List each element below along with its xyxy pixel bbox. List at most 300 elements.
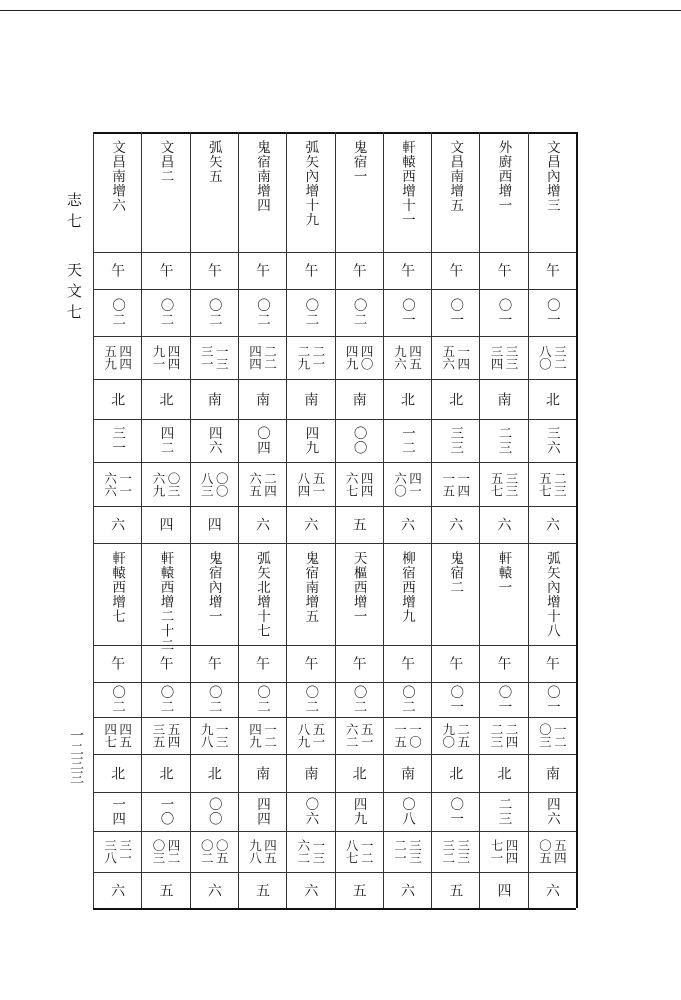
bottom-r6-cell bbox=[431, 831, 479, 872]
value-part: 八〇 bbox=[537, 345, 553, 370]
value: 五 bbox=[254, 882, 271, 898]
value-part: 二一 bbox=[392, 839, 408, 864]
value-part: 〇〇 bbox=[214, 471, 230, 497]
value: 〇〇 bbox=[205, 797, 222, 826]
top-r3-cell bbox=[335, 336, 383, 379]
top-r1-cell bbox=[528, 252, 576, 289]
bottom-r2-cell bbox=[238, 682, 286, 717]
bottom-star-name-cell bbox=[286, 543, 334, 645]
value-part: 九六 bbox=[392, 345, 408, 370]
top-r2-cell bbox=[528, 289, 576, 336]
value: 〇一 bbox=[543, 298, 560, 327]
value: 〇一 bbox=[447, 797, 464, 826]
value: 四六 bbox=[543, 797, 560, 826]
value-part: 二三 bbox=[552, 471, 568, 497]
bottom-r7-cell bbox=[238, 872, 286, 908]
top-r5-cell bbox=[93, 419, 141, 462]
top-r4-cell bbox=[238, 379, 286, 419]
value: 四六 bbox=[205, 426, 222, 455]
bottom-r3-cell bbox=[141, 717, 189, 754]
star-name: 天樞西增一 bbox=[350, 551, 367, 624]
value: 〇二 bbox=[302, 298, 319, 327]
value-part: 七一 bbox=[489, 839, 505, 864]
top-r1-cell bbox=[431, 252, 479, 289]
value-part: 四七 bbox=[102, 723, 118, 748]
bottom-r2-cell bbox=[479, 682, 527, 717]
star-name: 鬼宿二 bbox=[447, 551, 464, 595]
value-part: 一四 bbox=[455, 471, 471, 497]
value: 北 bbox=[205, 765, 222, 781]
page-number: 一二三三 bbox=[68, 728, 84, 784]
value-part: 〇二 bbox=[199, 839, 215, 864]
top-r4-cell bbox=[528, 379, 576, 419]
bottom-r1-cell bbox=[141, 645, 189, 682]
bottom-r5-cell bbox=[431, 792, 479, 831]
bottom-r2-cell bbox=[190, 682, 238, 717]
top-r6-cell bbox=[431, 462, 479, 506]
table-rule bbox=[93, 908, 576, 910]
top-r6-cell bbox=[93, 462, 141, 506]
value: 四 bbox=[495, 882, 512, 898]
bottom-r5-cell bbox=[286, 792, 334, 831]
bottom-star-name-cell bbox=[238, 543, 286, 645]
value: 〇〇 bbox=[350, 426, 367, 455]
value: 午 bbox=[495, 656, 512, 671]
value: 〇一 bbox=[543, 685, 560, 714]
bottom-r7-cell bbox=[383, 872, 431, 908]
top-r6-cell bbox=[335, 462, 383, 506]
top-r6-cell bbox=[238, 462, 286, 506]
value-part: 四四 bbox=[117, 345, 133, 370]
value: 北 bbox=[543, 391, 560, 407]
star-name: 柳宿西增九 bbox=[398, 551, 415, 624]
bottom-r5-cell bbox=[93, 792, 141, 831]
bottom-r2-cell bbox=[93, 682, 141, 717]
star-name: 鬼宿內增一 bbox=[205, 551, 222, 624]
value-part: 九一 bbox=[150, 345, 166, 370]
value-part: 三一 bbox=[199, 345, 215, 370]
top-star-name-cell bbox=[528, 132, 576, 252]
value-part: 四五 bbox=[262, 839, 278, 864]
bottom-r2-cell bbox=[528, 682, 576, 717]
top-r6-cell bbox=[190, 462, 238, 506]
value-part: 六九 bbox=[150, 471, 166, 497]
value: 午 bbox=[447, 263, 464, 278]
value: 六 bbox=[302, 882, 319, 898]
bottom-r6-cell bbox=[190, 831, 238, 872]
top-r4-cell bbox=[286, 379, 334, 419]
top-star-name-cell bbox=[238, 132, 286, 252]
top-r7-cell bbox=[335, 506, 383, 543]
value: 四四 bbox=[254, 797, 271, 826]
top-r6-cell bbox=[141, 462, 189, 506]
value-part: 一二 bbox=[359, 839, 375, 864]
star-name: 弧矢內增十八 bbox=[543, 551, 560, 638]
top-star-name-cell bbox=[479, 132, 527, 252]
star-name: 弧矢內增十九 bbox=[302, 140, 319, 227]
value: 午 bbox=[302, 656, 319, 671]
star-name: 鬼宿一 bbox=[350, 140, 367, 184]
bottom-r6-cell bbox=[335, 831, 383, 872]
top-r2-cell bbox=[383, 289, 431, 336]
value-part: 六二 bbox=[295, 839, 311, 864]
star-name: 弧矢五 bbox=[205, 140, 222, 184]
star-name: 鬼宿南增四 bbox=[254, 140, 271, 213]
value-part: 一五 bbox=[440, 471, 456, 497]
value-part: 一五 bbox=[392, 723, 408, 748]
bottom-r5-cell bbox=[190, 792, 238, 831]
value-part: 八四 bbox=[295, 471, 311, 497]
star-name: 文昌二 bbox=[157, 140, 174, 184]
value: 南 bbox=[205, 391, 222, 407]
bottom-r6-cell bbox=[93, 831, 141, 872]
value: 午 bbox=[398, 656, 415, 671]
top-r1-cell bbox=[479, 252, 527, 289]
value: 四九 bbox=[302, 426, 319, 455]
value-part: 三二 bbox=[440, 839, 456, 864]
value: 午 bbox=[447, 656, 464, 671]
value-part: 二三 bbox=[489, 723, 505, 748]
top-r5-cell bbox=[190, 419, 238, 462]
value: 〇二 bbox=[157, 685, 174, 714]
value: 午 bbox=[398, 263, 415, 278]
value: 三六 bbox=[543, 426, 560, 455]
top-r6-cell bbox=[479, 462, 527, 506]
value-part: 六六 bbox=[102, 471, 118, 497]
value-part: 四〇 bbox=[359, 345, 375, 370]
value-part: 五九 bbox=[102, 345, 118, 370]
top-r3-cell bbox=[286, 336, 334, 379]
top-r1-cell bbox=[190, 252, 238, 289]
value-part: 三五 bbox=[150, 723, 166, 748]
top-r5-cell bbox=[141, 419, 189, 462]
bottom-star-name-cell bbox=[479, 543, 527, 645]
top-star-name-cell bbox=[383, 132, 431, 252]
bottom-r7-cell bbox=[431, 872, 479, 908]
bottom-r6-cell bbox=[286, 831, 334, 872]
value-part: 二五 bbox=[455, 723, 471, 748]
value: 〇四 bbox=[254, 426, 271, 455]
top-r3-cell bbox=[431, 336, 479, 379]
value: 南 bbox=[350, 391, 367, 407]
bottom-r1-cell bbox=[93, 645, 141, 682]
value: 北 bbox=[157, 391, 174, 407]
bottom-r3-cell bbox=[93, 717, 141, 754]
bottom-r1-cell bbox=[335, 645, 383, 682]
top-r3-cell bbox=[93, 336, 141, 379]
top-r3-cell bbox=[383, 336, 431, 379]
top-r7-cell bbox=[238, 506, 286, 543]
bottom-r7-cell bbox=[141, 872, 189, 908]
top-r7-cell bbox=[93, 506, 141, 543]
bottom-r6-cell bbox=[528, 831, 576, 872]
value: 北 bbox=[447, 765, 464, 781]
top-star-name-cell bbox=[190, 132, 238, 252]
value: 午 bbox=[109, 263, 126, 278]
value-part: 四四 bbox=[359, 471, 375, 497]
bottom-r3-cell bbox=[335, 717, 383, 754]
top-r5-cell bbox=[383, 419, 431, 462]
value-part: 五四 bbox=[165, 723, 181, 748]
bottom-r3-cell bbox=[190, 717, 238, 754]
star-name: 弧矢北增十七 bbox=[254, 551, 271, 638]
top-r3-cell bbox=[528, 336, 576, 379]
bottom-r7-cell bbox=[335, 872, 383, 908]
top-r7-cell bbox=[141, 506, 189, 543]
value: 午 bbox=[350, 263, 367, 278]
value-part: 五一 bbox=[359, 723, 375, 748]
value-part: 二二 bbox=[262, 345, 278, 370]
top-r5-cell bbox=[238, 419, 286, 462]
value: 〇二 bbox=[302, 685, 319, 714]
value-part: 四二 bbox=[165, 839, 181, 864]
value: 六 bbox=[398, 882, 415, 898]
value: 南 bbox=[254, 391, 271, 407]
top-r4-cell bbox=[479, 379, 527, 419]
star-name: 軒轅西增七 bbox=[109, 551, 126, 624]
star-name: 軒轅一 bbox=[495, 551, 512, 595]
value: 午 bbox=[302, 263, 319, 278]
value-part: 一三 bbox=[214, 345, 230, 370]
value: 北 bbox=[109, 391, 126, 407]
value: 〇二 bbox=[109, 298, 126, 327]
value-part: 六七 bbox=[344, 471, 360, 497]
value: 南 bbox=[398, 765, 415, 781]
bottom-r3-cell bbox=[286, 717, 334, 754]
value: 二三 bbox=[495, 797, 512, 826]
value-part: 一一 bbox=[117, 471, 133, 497]
bottom-r7-cell bbox=[479, 872, 527, 908]
bottom-r6-cell bbox=[238, 831, 286, 872]
value: 北 bbox=[350, 765, 367, 781]
top-r4-cell bbox=[93, 379, 141, 419]
value: 〇二 bbox=[205, 298, 222, 327]
value: 北 bbox=[495, 765, 512, 781]
bottom-r6-cell bbox=[383, 831, 431, 872]
value-part: 五一 bbox=[310, 471, 326, 497]
value: 〇二 bbox=[254, 298, 271, 327]
value-part: 四九 bbox=[247, 723, 263, 748]
value-part: 八三 bbox=[199, 471, 215, 497]
top-r6-cell bbox=[383, 462, 431, 506]
bottom-r3-cell bbox=[383, 717, 431, 754]
value: 四 bbox=[157, 517, 174, 532]
value-part: 一三 bbox=[214, 723, 230, 748]
value: 一二 bbox=[398, 426, 415, 455]
top-r2-cell bbox=[335, 289, 383, 336]
bottom-r4-cell bbox=[528, 754, 576, 792]
value: 四九 bbox=[350, 797, 367, 826]
top-r2-cell bbox=[190, 289, 238, 336]
value: 北 bbox=[398, 391, 415, 407]
top-r3-cell bbox=[141, 336, 189, 379]
top-r1-cell bbox=[238, 252, 286, 289]
bottom-r4-cell bbox=[479, 754, 527, 792]
bottom-r6-cell bbox=[479, 831, 527, 872]
value: 〇一 bbox=[447, 298, 464, 327]
value: 〇六 bbox=[302, 797, 319, 826]
value-part: 三三 bbox=[455, 839, 471, 864]
star-name: 鬼宿南增五 bbox=[302, 551, 319, 624]
value-part: 四四 bbox=[504, 839, 520, 864]
value: 四二 bbox=[157, 426, 174, 455]
bottom-r4-cell bbox=[93, 754, 141, 792]
value: 六 bbox=[109, 882, 126, 898]
top-r1-cell bbox=[335, 252, 383, 289]
bottom-star-name-cell bbox=[528, 543, 576, 645]
top-r4-cell bbox=[431, 379, 479, 419]
top-r1-cell bbox=[383, 252, 431, 289]
top-r4-cell bbox=[383, 379, 431, 419]
top-r7-cell bbox=[431, 506, 479, 543]
section-label: 天文七 bbox=[65, 262, 83, 325]
value: 北 bbox=[109, 765, 126, 781]
value: 南 bbox=[302, 765, 319, 781]
top-r5-cell bbox=[286, 419, 334, 462]
bottom-r1-cell bbox=[190, 645, 238, 682]
value-part: 八七 bbox=[344, 839, 360, 864]
top-r6-cell bbox=[286, 462, 334, 506]
top-r2-cell bbox=[93, 289, 141, 336]
top-star-name-cell bbox=[335, 132, 383, 252]
top-star-name-cell bbox=[286, 132, 334, 252]
value-part: 〇三 bbox=[537, 723, 553, 748]
value: 〇一 bbox=[495, 685, 512, 714]
value: 六 bbox=[543, 882, 560, 898]
top-r3-cell bbox=[479, 336, 527, 379]
top-r5-cell bbox=[431, 419, 479, 462]
bottom-r3-cell bbox=[238, 717, 286, 754]
value-part: 二四 bbox=[262, 471, 278, 497]
top-r2-cell bbox=[431, 289, 479, 336]
value-part: 三八 bbox=[102, 839, 118, 864]
top-r5-cell bbox=[528, 419, 576, 462]
top-r7-cell bbox=[286, 506, 334, 543]
top-r7-cell bbox=[479, 506, 527, 543]
bottom-r5-cell bbox=[335, 792, 383, 831]
bottom-r5-cell bbox=[479, 792, 527, 831]
bottom-star-name-cell bbox=[335, 543, 383, 645]
bottom-r3-cell bbox=[431, 717, 479, 754]
value: 四 bbox=[205, 517, 222, 532]
value: 〇一 bbox=[495, 298, 512, 327]
value-part: 三四 bbox=[489, 345, 505, 370]
bottom-r2-cell bbox=[431, 682, 479, 717]
value-part: 一四 bbox=[455, 345, 471, 370]
top-r7-cell bbox=[190, 506, 238, 543]
value: 三三 bbox=[447, 426, 464, 455]
bottom-r1-cell bbox=[286, 645, 334, 682]
value-part: 一二 bbox=[552, 723, 568, 748]
bottom-r3-cell bbox=[528, 717, 576, 754]
value: 午 bbox=[205, 656, 222, 671]
value: 六 bbox=[495, 517, 512, 532]
top-star-name-cell bbox=[93, 132, 141, 252]
bottom-star-name-cell bbox=[93, 543, 141, 645]
value: 午 bbox=[157, 656, 174, 671]
top-r7-cell bbox=[383, 506, 431, 543]
top-r5-cell bbox=[479, 419, 527, 462]
top-r2-cell bbox=[286, 289, 334, 336]
value: 午 bbox=[495, 263, 512, 278]
star-table bbox=[93, 132, 576, 908]
top-r1-cell bbox=[93, 252, 141, 289]
value: 〇二 bbox=[254, 685, 271, 714]
value-part: 九〇 bbox=[440, 723, 456, 748]
value: 六 bbox=[543, 517, 560, 532]
value: 〇八 bbox=[398, 797, 415, 826]
bottom-r6-cell bbox=[141, 831, 189, 872]
star-name: 文昌南增六 bbox=[109, 140, 126, 213]
bottom-star-name-cell bbox=[383, 543, 431, 645]
value-part: 四四 bbox=[165, 345, 181, 370]
page-top-rule bbox=[0, 10, 681, 11]
value-part: 三二 bbox=[552, 345, 568, 370]
chapter-label: 志七 bbox=[65, 192, 83, 234]
column-rule bbox=[576, 132, 578, 908]
value-part: 四四 bbox=[247, 345, 263, 370]
top-r2-cell bbox=[479, 289, 527, 336]
value-part: 二四 bbox=[504, 723, 520, 748]
bottom-r5-cell bbox=[383, 792, 431, 831]
bottom-r4-cell bbox=[383, 754, 431, 792]
value: 一〇 bbox=[157, 797, 174, 826]
value: 六 bbox=[205, 882, 222, 898]
top-r4-cell bbox=[141, 379, 189, 419]
top-r1-cell bbox=[286, 252, 334, 289]
top-r2-cell bbox=[238, 289, 286, 336]
value-part: 〇三 bbox=[165, 471, 181, 497]
value: 午 bbox=[157, 263, 174, 278]
value-part: 〇五 bbox=[214, 839, 230, 864]
top-r7-cell bbox=[528, 506, 576, 543]
value: 南 bbox=[254, 765, 271, 781]
value: 午 bbox=[205, 263, 222, 278]
value-part: 一二 bbox=[262, 723, 278, 748]
bottom-star-name-cell bbox=[431, 543, 479, 645]
bottom-r1-cell bbox=[383, 645, 431, 682]
value: 午 bbox=[350, 656, 367, 671]
value: 午 bbox=[254, 263, 271, 278]
value-part: 四五 bbox=[117, 723, 133, 748]
value: 北 bbox=[157, 765, 174, 781]
value: 五 bbox=[447, 882, 464, 898]
bottom-r2-cell bbox=[335, 682, 383, 717]
top-star-name-cell bbox=[141, 132, 189, 252]
top-r5-cell bbox=[335, 419, 383, 462]
value-part: 九八 bbox=[199, 723, 215, 748]
value: 午 bbox=[543, 263, 560, 278]
top-r1-cell bbox=[141, 252, 189, 289]
value: 六 bbox=[109, 517, 126, 532]
bottom-r5-cell bbox=[238, 792, 286, 831]
bottom-r2-cell bbox=[286, 682, 334, 717]
top-r3-cell bbox=[190, 336, 238, 379]
bottom-r4-cell bbox=[190, 754, 238, 792]
value: 三一 bbox=[109, 426, 126, 455]
bottom-r3-cell bbox=[479, 717, 527, 754]
bottom-star-name-cell bbox=[141, 543, 189, 653]
value: 午 bbox=[254, 656, 271, 671]
value: 〇二 bbox=[205, 685, 222, 714]
value: 二三 bbox=[495, 426, 512, 455]
value-part: 四五 bbox=[407, 345, 423, 370]
value: 南 bbox=[543, 765, 560, 781]
value-part: 九八 bbox=[247, 839, 263, 864]
bottom-r4-cell bbox=[141, 754, 189, 792]
top-r6-cell bbox=[528, 462, 576, 506]
star-name: 軒轅西增二十二 bbox=[157, 551, 174, 653]
